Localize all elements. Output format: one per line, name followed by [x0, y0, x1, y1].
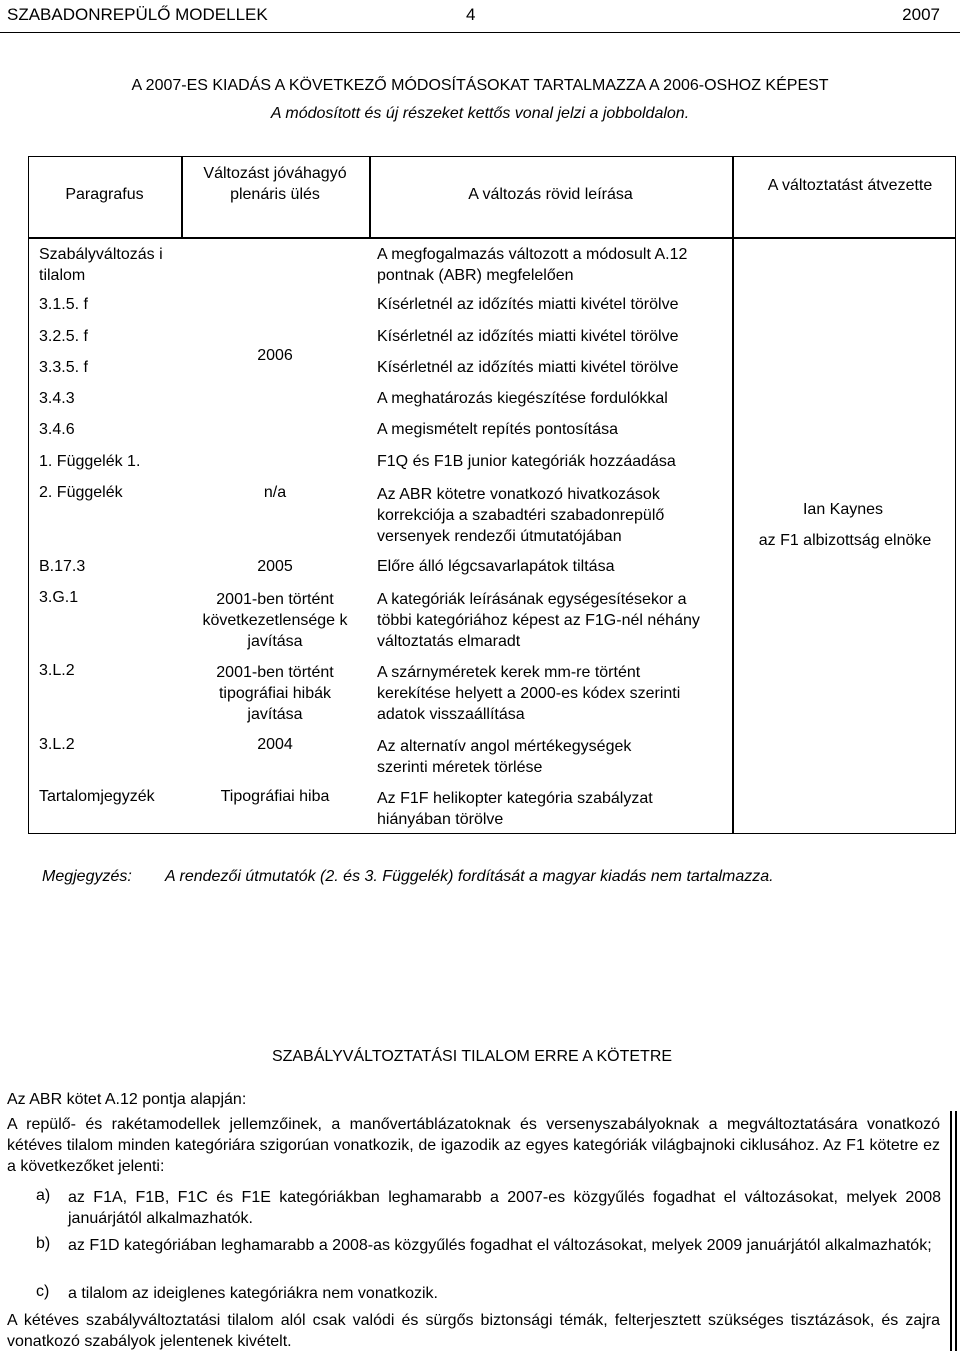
section-title: SZABÁLYVÁLTOZTATÁSI TILALOM ERRE A KÖTETRE [271, 1048, 673, 1065]
row-description: Kísérletnél az időzítés miatti kivétel törölve [377, 296, 679, 313]
header-year: 2007 [902, 5, 940, 24]
header-description: A változás rövid leírása [468, 186, 633, 203]
row-description: A kategóriák leírásának egységesítésekor a többi kategóriához képest az F1G-nél néhány változtatás elmaradt [377, 591, 700, 650]
header-paragraph: Paragrafus [65, 186, 144, 203]
row-description: F1Q és F1B junior kategóriák hozzáadása [377, 453, 676, 470]
row-description: Kísérletnél az időzítés miatti kivétel törölve [377, 328, 679, 345]
note-text: A rendezői útmutatók (2. és 3. Függelék) fordítását a magyar kiadás nem tartalmazza. [165, 868, 774, 885]
row-paragraph: 3.1.5. f [39, 296, 88, 313]
row-paragraph: B.17.3 [39, 558, 86, 575]
row-paragraph: 3.L.2 [39, 662, 75, 679]
closing-paragraph: A kétéves szabályváltoztatási tilalom alól csak valódi és sürgős biztonsági témák, felterjesztett szükséges tisztázások, és zajra vonatkozó szabályok jelentenek kivételt. [7, 1312, 940, 1350]
row-paragraph: 3.4.3 [39, 390, 75, 407]
change-bar [950, 1111, 952, 1351]
note-label: Megjegyzés: [42, 868, 132, 885]
row-description: A szárnyméretek kerek mm-re történt kerekítése helyett a 2000-es kódex szerinti adatok visszaállítása [377, 664, 681, 723]
row-plenary: n/a [263, 484, 287, 501]
section-paragraph: A repülő- és rakétamodellek jellemzőinek, a manővertáblázatoknak és versenyszabályoknak a megváltoztatására vonatkozó kétéves tilalom minden kategóriára szigorúan vonatkozik, de igazodik az egyes kategóriák világbajnoki ciklusához. Az F1 kötetre ez a következőket jelenti: [7, 1116, 940, 1175]
col-divider [732, 156, 734, 834]
col-divider [181, 156, 183, 237]
row-paragraph: 2. Függelék [39, 484, 123, 501]
row-paragraph: 3.G.1 [39, 589, 79, 606]
list-item-label: a) [36, 1187, 51, 1204]
change-bar [955, 1111, 957, 1351]
row-description: Előre álló légcsavarlapátok tiltása [377, 558, 615, 575]
applied-by-name: Ian Kaynes [802, 501, 884, 518]
row-paragraph: Szabályváltozás i tilalom [39, 246, 163, 284]
row-description: A megfogalmazás változott a módosult A.12 pontnak (ABR) megfelelően [377, 246, 688, 284]
row-paragraph: Tartalomjegyzék [39, 788, 155, 805]
page-number: 4 [466, 5, 476, 24]
list-item-text: a tilalom az ideiglenes kategóriákra nem vonatkozik. [68, 1285, 438, 1302]
row-paragraph: 1. Függelék 1. [39, 453, 141, 470]
header-applied-by: A változtatást átvezette [767, 177, 933, 194]
row-plenary: 2005 [257, 558, 293, 575]
list-item-text: az F1D kategóriában leghamarabb a 2008-as közgyűlés fogadhat el változásokat, melyek 2009 januárjától alkalmazhatók; [68, 1237, 932, 1254]
row-plenary: 2001-ben történt tipográfiai hibák javítása [216, 664, 334, 723]
row-description: Az alternatív angol mértékegységek szerinti méretek törlése [377, 738, 632, 776]
header-title: SZABADONREPÜLŐ MODELLEK [7, 5, 268, 24]
merged-plenary: 2006 [257, 347, 293, 364]
list-item-label: c) [36, 1283, 50, 1300]
row-plenary: Tipográfiai hiba [220, 788, 330, 805]
row-description: Kísérletnél az időzítés miatti kivétel törölve [377, 359, 679, 376]
row-paragraph: 3.2.5. f [39, 328, 88, 345]
row-plenary: 2001-ben történt következetlensége k javítása [202, 591, 348, 650]
row-description: A meghatározás kiegészítése fordulókkal [377, 390, 668, 407]
row-description: Az ABR kötetre vonatkozó hivatkozások korrekciója a szabadtéri szabadonrepülő versenyek rendezői útmutatójában [377, 486, 665, 545]
row-description: Az F1F helikopter kategória szabályzat hiányában törölve [377, 790, 653, 828]
header-separator [28, 237, 956, 239]
header-plenary: Változást jóváhagyó plenáris ülés [203, 165, 347, 203]
list-item-text: az F1A, F1B, F1C és F1E kategóriákban leghamarabb a 2007-es közgyűlés fogadhat el változásokat, melyek 2008 januárjától alkalmazhatók. [68, 1189, 941, 1227]
row-description: A megismételt repítés pontosítása [377, 421, 619, 438]
applied-by-role: az F1 albizottság elnöke [758, 532, 932, 549]
intro-title: A 2007-ES KIADÁS A KÖVETKEZŐ MÓDOSÍTÁSOKAT TARTALMAZZA A 2006-OSHOZ KÉPEST [131, 77, 829, 94]
row-paragraph: 3.4.6 [39, 421, 75, 438]
list-item-label: b) [36, 1235, 51, 1252]
row-plenary: 2004 [257, 736, 293, 753]
section-lead: Az ABR kötet A.12 pontja alapján: [7, 1091, 247, 1108]
intro-subtitle: A módosított és új részeket kettős vonal jelzi a jobboldalon. [270, 105, 690, 122]
row-paragraph: 3.L.2 [39, 736, 75, 753]
header-rule [0, 32, 960, 33]
row-paragraph: 3.3.5. f [39, 359, 88, 376]
